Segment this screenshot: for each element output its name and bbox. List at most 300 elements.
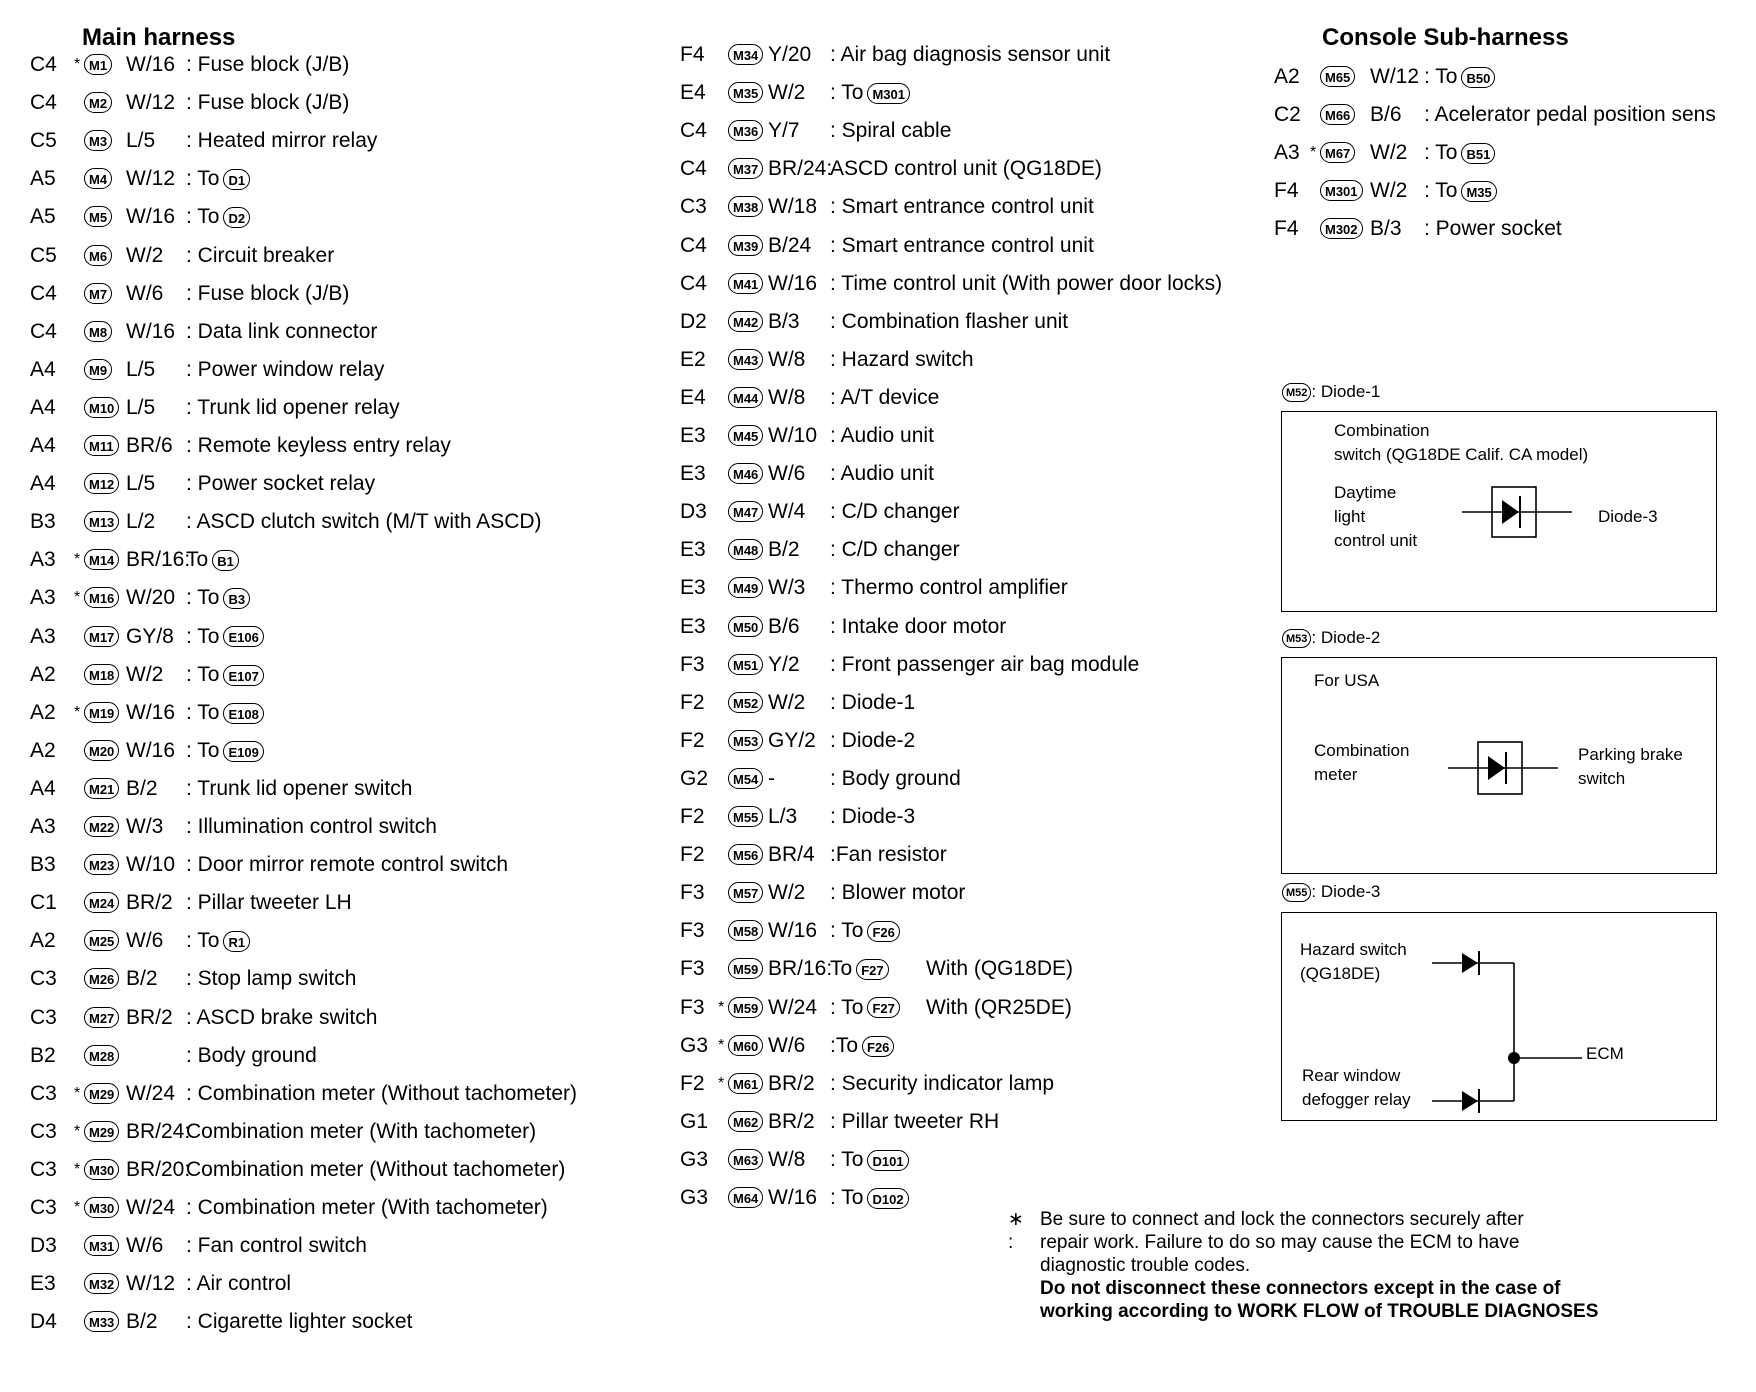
grid-ref: B3: [30, 510, 56, 534]
wire-spec: -: [768, 766, 775, 790]
connector-badge: M61: [728, 1073, 763, 1094]
connector-badge: M1: [84, 54, 112, 75]
connector-badge: M11: [84, 435, 119, 456]
wire-spec: W/8: [768, 347, 806, 371]
grid-ref: F2: [680, 1071, 705, 1095]
wire-spec: B/6: [1370, 103, 1402, 127]
description-text: : C/D changer: [830, 500, 960, 524]
connector-badge: M53: [728, 730, 763, 751]
target-connector-badge: F27: [867, 997, 899, 1018]
grid-ref: D3: [30, 1234, 57, 1258]
connector-description: [186, 1157, 565, 1183]
target-connector-badge: E106: [223, 626, 263, 647]
wire-spec: GY/8: [126, 624, 174, 648]
grid-ref: F3: [680, 652, 705, 676]
connector-badge: M59: [728, 958, 763, 979]
diode-3-text: Hazard switch: [1300, 940, 1407, 959]
connector-badge: M13: [84, 511, 119, 532]
target-connector-badge: M35: [1461, 181, 1496, 202]
grid-ref: E3: [680, 462, 706, 486]
wire-spec: W/6: [126, 929, 164, 953]
description-text: : To: [186, 205, 220, 229]
description-text: : To: [1424, 65, 1458, 88]
grid-ref: C2: [1274, 103, 1301, 127]
diode-2-label: M53 : Diode-2: [1282, 628, 1380, 648]
connector-description: [830, 499, 960, 525]
connector-badge: M3: [84, 130, 112, 151]
description-text: To: [186, 548, 209, 572]
connector-description: [830, 1147, 909, 1173]
grid-ref: A2: [30, 700, 56, 724]
connector-description: [186, 433, 451, 459]
diode-1-label: M52 : Diode-1: [1282, 382, 1380, 402]
connector-badge: M47: [728, 501, 763, 522]
connector-badge: M60: [728, 1035, 763, 1056]
grid-ref: C4: [680, 119, 707, 143]
connector-badge: M9: [84, 359, 112, 380]
connector-description: [830, 766, 961, 792]
wire-spec: W/2: [126, 243, 164, 267]
connector-description: [186, 319, 377, 345]
description-text: : Door mirror remote control switch: [186, 853, 509, 877]
connector-description: [186, 243, 334, 269]
connector-badge: M62: [728, 1111, 763, 1132]
grid-ref: F4: [680, 43, 705, 66]
connector-description: [830, 1033, 894, 1059]
grid-ref: A2: [30, 662, 56, 686]
wire-spec: BR/16:: [768, 957, 833, 981]
connector-description: [830, 728, 915, 754]
grid-ref: C3: [30, 967, 57, 991]
wire-spec: W/18: [768, 195, 818, 219]
description-text: : Body ground: [186, 1043, 317, 1067]
grid-ref: A2: [30, 929, 56, 953]
diode-3-symbol: [1432, 933, 1592, 1113]
description-text: : Power window relay: [186, 357, 385, 381]
connector-badge: M28: [84, 1045, 119, 1066]
wire-spec: B/2: [768, 538, 800, 562]
connector-description: [830, 194, 1094, 220]
description-text: : Cigarette lighter socket: [186, 1310, 413, 1334]
connector-badge: M21: [84, 778, 119, 799]
connector-description: [186, 928, 250, 954]
connector-description: [186, 738, 264, 764]
connector-description: [186, 395, 400, 421]
description-text: : Combination meter (With tachometer): [186, 1196, 548, 1219]
connector-badge: M36: [728, 120, 763, 141]
target-connector-badge: B1: [212, 550, 239, 571]
connector-description: [830, 880, 965, 906]
connector-description: [186, 52, 349, 78]
connector-description: [186, 509, 542, 535]
connector-description: [830, 233, 1094, 259]
connector-description: [830, 1071, 1054, 1097]
diode-3-text: ECM: [1586, 1044, 1624, 1063]
connector-badge: M32: [84, 1273, 119, 1294]
connector-badge: M65: [1320, 66, 1355, 87]
connector-description: [830, 804, 915, 830]
grid-ref: F2: [680, 690, 705, 714]
wire-spec: Y/2: [768, 652, 800, 676]
grid-ref: A4: [30, 472, 56, 496]
grid-ref: C4: [30, 91, 57, 115]
wire-spec: W/16: [768, 1186, 818, 1209]
wire-spec: B/24: [768, 233, 812, 257]
connector-badge: M66: [1320, 104, 1355, 125]
footnote-line: repair work. Failure to do so may cause the ECM to have: [1040, 1232, 1520, 1253]
star-mark: *: [74, 56, 81, 73]
grid-ref: G2: [680, 766, 709, 790]
wire-spec: L/5: [126, 129, 156, 153]
footnote-line: Do not disconnect these connectors except in the case of: [1040, 1278, 1561, 1299]
description-text: : To: [186, 662, 220, 686]
wire-spec: W/3: [126, 815, 164, 838]
connector-description: [186, 1005, 377, 1031]
connector-description: [186, 662, 264, 688]
connector-badge: M35: [728, 82, 763, 103]
connector-description: [186, 624, 264, 650]
connector-description: [830, 347, 974, 373]
grid-ref: F3: [680, 881, 705, 905]
description-text: : To: [186, 738, 220, 762]
description-text: : Power socket: [1424, 217, 1562, 241]
wire-spec: BR/16:: [126, 548, 191, 572]
connector-description: [186, 890, 352, 916]
description-text: : Fan control switch: [186, 1234, 367, 1258]
connector-badge: M37: [728, 158, 763, 179]
connector-badge: M67: [1320, 142, 1355, 163]
grid-ref: C4: [30, 319, 57, 343]
connector-badge: M55: [1282, 883, 1311, 902]
connector-badge: M22: [84, 816, 119, 837]
description-text: : To: [186, 586, 220, 610]
connector-description: [186, 776, 412, 802]
connector-description: [186, 1233, 367, 1259]
connector-description: [830, 614, 1006, 640]
description-text: : To: [1424, 141, 1458, 165]
connector-description: [830, 80, 910, 106]
connector-description: [186, 128, 377, 154]
grid-ref: C3: [30, 1005, 57, 1029]
grid-ref: C3: [30, 1119, 57, 1143]
wire-spec: W/16: [126, 700, 176, 724]
connector-description: [830, 423, 934, 449]
connector-badge: M25: [84, 930, 119, 951]
target-connector-badge: B3: [223, 588, 250, 609]
connector-description: [830, 1109, 999, 1135]
star-mark: *: [74, 551, 81, 569]
description-text: : ASCD brake switch: [186, 1005, 378, 1029]
description-text: : Diode-3: [830, 805, 916, 828]
connector-description: [830, 156, 1102, 182]
wire-spec: W/16: [126, 738, 176, 762]
connector-description: [830, 461, 934, 487]
connector-badge: M44: [728, 387, 763, 408]
wire-spec: W/6: [126, 1234, 164, 1258]
description-text: : To: [186, 167, 220, 191]
wire-spec: W/4: [768, 500, 806, 524]
target-connector-badge: E108: [223, 703, 263, 724]
target-connector-badge: B51: [1461, 143, 1495, 164]
connector-badge: M42: [728, 311, 763, 332]
connector-description: [186, 1081, 577, 1107]
grid-ref: B2: [30, 1043, 56, 1067]
grid-ref: A4: [30, 357, 56, 381]
connector-badge: M19: [84, 702, 119, 723]
target-connector-badge: D102: [867, 1188, 908, 1209]
grid-ref: C5: [30, 129, 57, 153]
description-text: : Acelerator pedal position sens: [1424, 103, 1716, 127]
connector-badge: M5: [84, 206, 112, 227]
wire-spec: W/24: [768, 995, 818, 1019]
wire-spec: W/12: [126, 167, 176, 191]
grid-ref: E3: [680, 424, 706, 447]
connector-badge: M53: [1282, 629, 1311, 648]
description-text: : Combination meter (Without tachometer): [186, 1081, 577, 1105]
grid-ref: F3: [680, 995, 705, 1019]
connector-badge: M12: [84, 473, 119, 494]
grid-ref: A4: [30, 434, 56, 457]
description-text: : To: [830, 1147, 864, 1171]
target-connector-badge: D2: [223, 207, 250, 228]
grid-ref: A2: [30, 738, 56, 762]
grid-ref: C1: [30, 891, 57, 915]
wire-spec: W/12: [126, 91, 176, 115]
connector-description: [186, 471, 375, 497]
connector-description: [830, 842, 947, 868]
connector-badge: M26: [84, 968, 119, 989]
wire-spec: L/5: [126, 472, 156, 496]
wire-spec: B/3: [768, 309, 800, 333]
connector-badge: M52: [728, 692, 763, 713]
grid-ref: G3: [680, 1033, 709, 1057]
grid-ref: C4: [30, 281, 57, 305]
connector-description: [186, 90, 349, 116]
target-connector-badge: E109: [223, 741, 263, 762]
description-text: : Air bag diagnosis sensor unit: [830, 43, 1111, 66]
grid-ref: C3: [30, 1157, 57, 1181]
wire-spec: W/16: [126, 319, 176, 343]
wire-spec: W/12: [126, 1272, 176, 1296]
grid-ref: A3: [30, 624, 56, 648]
wire-spec: W/6: [768, 462, 806, 486]
connector-badge: M8: [84, 321, 112, 342]
description-text: : C/D changer: [830, 538, 960, 562]
connector-badge: M56: [728, 844, 763, 865]
grid-ref: E3: [680, 538, 706, 562]
connector-description: [186, 1309, 412, 1335]
description-text: : ASCD clutch switch (M/T with ASCD): [186, 510, 542, 534]
target-connector-badge: F27: [856, 959, 888, 980]
connector-badge: M301: [1320, 180, 1363, 201]
description-text: : Intake door motor: [830, 614, 1007, 638]
grid-ref: G1: [680, 1109, 709, 1133]
connector-description: [1424, 102, 1716, 128]
wire-spec: BR/20:: [126, 1157, 191, 1181]
connector-badge: M39: [728, 235, 763, 256]
description-text: : Diode-2: [830, 728, 916, 752]
console-sub-harness-title: Console Sub-harness: [1322, 24, 1569, 51]
grid-ref: C4: [680, 271, 707, 295]
star-mark: *: [74, 1122, 81, 1140]
grid-ref: G3: [680, 1186, 709, 1209]
connector-description: [830, 118, 951, 144]
star-mark: *: [718, 1036, 725, 1054]
wire-spec: W/24: [126, 1196, 176, 1219]
wire-spec: B/2: [126, 967, 158, 991]
description-text: : To: [830, 995, 864, 1019]
connector-badge: M29: [84, 1121, 119, 1142]
wire-spec: W/2: [126, 662, 164, 686]
description-text: : Blower motor: [830, 881, 966, 905]
variant-note: With (QR25DE): [926, 995, 1072, 1019]
connector-description: [186, 1043, 317, 1069]
wire-spec: BR/2: [768, 1071, 815, 1095]
grid-ref: G3: [680, 1147, 709, 1171]
grid-ref: F3: [680, 919, 705, 943]
diode-1-text: light: [1334, 507, 1366, 526]
wire-spec: W/2: [768, 81, 806, 105]
grid-ref: A3: [30, 548, 56, 572]
description-text: To: [830, 957, 853, 981]
footnote-line: working according to WORK FLOW of TROUBLE DIAGNOSES: [1040, 1301, 1599, 1322]
star-mark: *: [74, 589, 81, 607]
grid-ref: B3: [30, 853, 56, 877]
grid-ref: E3: [30, 1272, 56, 1296]
grid-ref: C3: [680, 195, 707, 219]
target-connector-badge: F26: [867, 921, 899, 942]
diode-1-text: Combination: [1334, 421, 1430, 440]
connector-description: [1424, 64, 1495, 90]
description-text: : Circuit breaker: [186, 243, 335, 267]
grid-ref: A5: [30, 167, 56, 191]
description-text: : To: [1424, 179, 1458, 203]
description-text: Combination meter (With tachometer): [186, 1119, 537, 1143]
connector-description: [830, 271, 1222, 297]
star-mark: *: [718, 1074, 725, 1092]
connector-badge: M27: [84, 1007, 119, 1028]
connector-badge: M51: [728, 654, 763, 675]
description-text: : Pillar tweeter LH: [186, 891, 352, 915]
grid-ref: F4: [1274, 179, 1299, 203]
grid-ref: C5: [30, 243, 57, 267]
connector-description: [186, 1119, 536, 1145]
footnote-line: Be sure to connect and lock the connectors securely after: [1040, 1209, 1524, 1230]
description-text: : Fuse block (J/B): [186, 91, 350, 115]
description-text: : To: [830, 1186, 864, 1209]
grid-ref: A4: [30, 776, 56, 800]
connector-description: [186, 852, 508, 878]
target-connector-badge: D101: [867, 1150, 908, 1171]
description-text: : Remote keyless entry relay: [186, 434, 451, 457]
wire-spec: BR/2: [768, 1109, 815, 1133]
description-text: : Body ground: [830, 766, 961, 790]
connector-badge: M43: [728, 349, 763, 370]
description-text: : To: [830, 919, 864, 943]
wire-spec: W/16: [768, 919, 818, 943]
target-connector-badge: D1: [223, 169, 250, 190]
wire-spec: W/10: [768, 424, 818, 447]
wire-spec: BR/6: [126, 434, 173, 457]
star-mark: *: [74, 1160, 81, 1178]
connector-description: [1424, 178, 1497, 204]
diode-2-symbol: [1448, 738, 1568, 798]
connector-badge: M49: [728, 577, 763, 598]
connector-badge: M6: [84, 245, 112, 266]
wire-spec: BR/24:: [768, 157, 833, 181]
description-text: :Fan resistor: [830, 843, 947, 867]
diode-1-box: [1281, 411, 1717, 612]
connector-description: [1424, 216, 1562, 242]
description-text: : Front passenger air bag module: [830, 652, 1140, 676]
description-text: : To: [186, 929, 220, 953]
connector-badge: M48: [728, 539, 763, 560]
description-text: : Stop lamp switch: [186, 967, 357, 991]
description-text: : Security indicator lamp: [830, 1071, 1055, 1095]
connector-badge: M38: [728, 196, 763, 217]
connector-badge: M59: [728, 997, 763, 1018]
description-text: : Smart entrance control unit: [830, 195, 1094, 219]
description-text: Combination meter (Without tachometer): [186, 1157, 566, 1181]
connector-badge: M302: [1320, 218, 1363, 239]
connector-badge: M63: [728, 1149, 763, 1170]
wire-spec: BR/24:: [126, 1119, 191, 1143]
connector-badge: M31: [84, 1235, 119, 1256]
target-connector-badge: R1: [223, 931, 250, 952]
grid-ref: C4: [680, 157, 707, 181]
connector-badge: M23: [84, 854, 119, 875]
description-text: : Illumination control switch: [186, 815, 437, 838]
connector-badge: M55: [728, 806, 763, 827]
connector-badge: M54: [728, 768, 763, 789]
grid-ref: D3: [680, 500, 707, 524]
grid-ref: D4: [30, 1310, 57, 1334]
description-text: : Combination flasher unit: [830, 309, 1069, 333]
description-text: : Heated mirror relay: [186, 129, 378, 153]
connector-description: [186, 166, 250, 192]
description-text: :To: [830, 1033, 859, 1057]
star-mark: *: [718, 998, 725, 1016]
description-text: : Power socket relay: [186, 472, 376, 496]
description-text: : Hazard switch: [830, 347, 974, 371]
description-text: : Air control: [186, 1272, 292, 1296]
grid-ref: C4: [680, 233, 707, 257]
connector-description: [830, 537, 960, 563]
grid-ref: F2: [680, 728, 705, 752]
connector-badge: M57: [728, 882, 763, 903]
connector-description: [830, 309, 1068, 335]
connector-badge: M29: [84, 1083, 119, 1104]
wire-spec: B/2: [126, 1310, 158, 1334]
description-text: : To: [186, 700, 220, 724]
wire-spec: L/2: [126, 510, 156, 534]
description-text: : A/T device: [830, 385, 940, 409]
description-text: : Trunk lid opener switch: [186, 776, 413, 800]
wire-spec: W/8: [768, 385, 806, 409]
description-text: : Fuse block (J/B): [186, 281, 350, 305]
target-connector-badge: B50: [1461, 67, 1495, 88]
wire-spec: W/6: [768, 1033, 806, 1057]
diode-3-text: defogger relay: [1302, 1090, 1411, 1109]
connector-description: [830, 42, 1110, 68]
diode-2-text: meter: [1314, 765, 1358, 784]
connector-badge: M52: [1282, 383, 1311, 402]
target-connector-badge: M301: [867, 83, 910, 104]
diode-3-text: Rear window: [1302, 1066, 1401, 1085]
grid-ref: F3: [680, 957, 705, 981]
diode-2-text: Combination: [1314, 741, 1410, 760]
diode-1-text: control unit: [1334, 531, 1418, 550]
